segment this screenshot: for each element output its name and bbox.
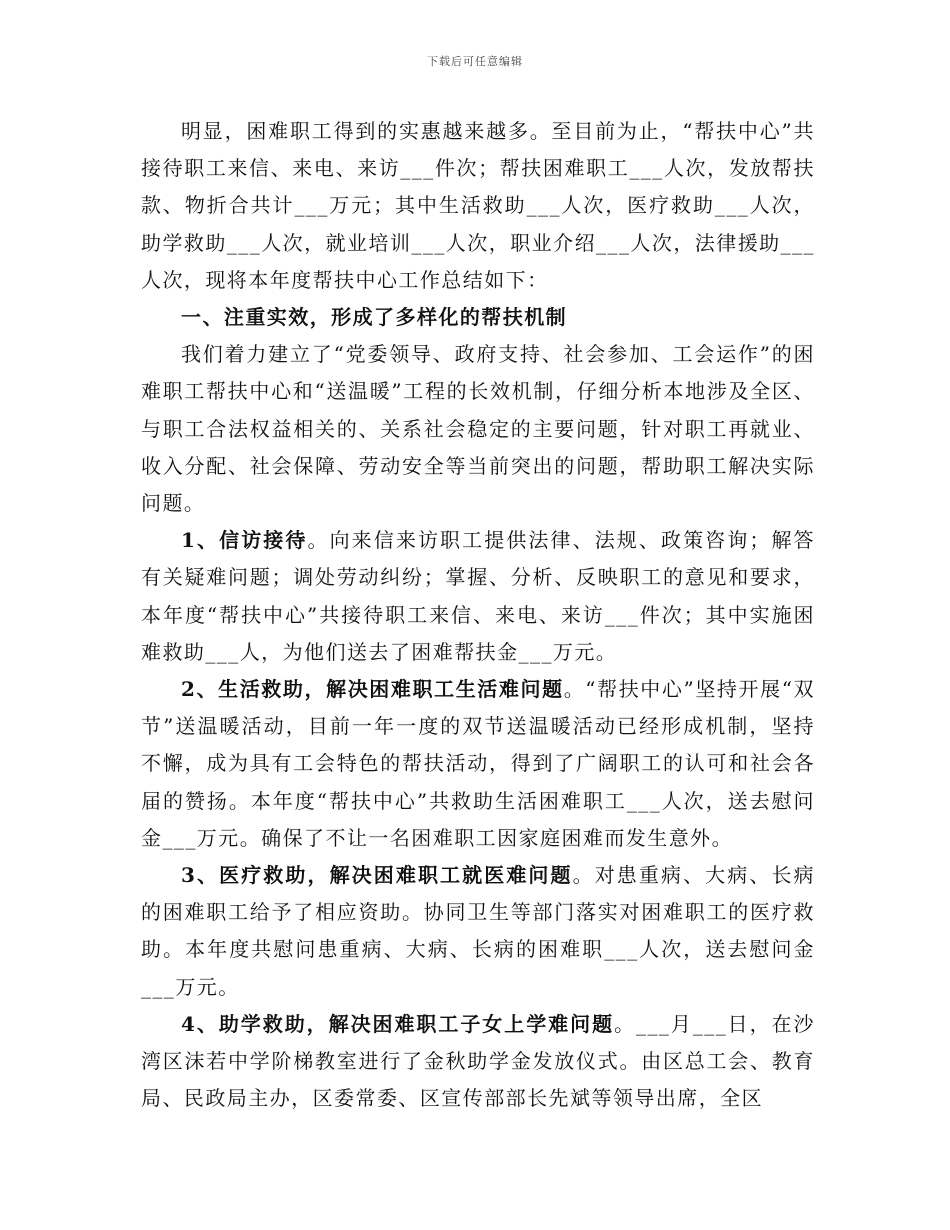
section-heading-1: 一、注重实效，形成了多样化的帮扶机制: [181, 305, 568, 330]
item-body-living-aid: 。“帮扶中心”坚持开展“双节”送温暖活动，目前一年一度的双节送温暖活动已经形成机制，坚持不懈，成为具有工会特色的帮扶活动，得到了广阔职工的认可和社会各届的赞扬。本年度“帮扶中心”共救助生活困难职工___人次，送去慰问金___万元。确保了不让一名困难职工因家庭困难而发生意外。: [141, 677, 815, 850]
item-title-living-aid: 2、生活救助，解决困难职工生活难问题: [181, 677, 564, 702]
item-body-petition: 。向来信来访职工提供法律、法规、政策咨询；解答有关疑难问题；调处劳动纠纷；掌握、分析、反映职工的意见和要求，本年度“帮扶中心”共接待职工来信、来电、来访___件次；其中实施困难救助___人，为他们送去了困难帮扶金___万元。: [141, 528, 815, 664]
page-header: 下载后可任意编辑: [427, 55, 523, 68]
item-title-education-aid: 4、助学救助，解决困难职工子女上学难问题: [181, 1011, 615, 1036]
paragraph-mechanism: 我们着力建立了“党委领导、政府支持、社会参加、工会运作”的困难职工帮扶中心和“送温暖”工程的长效机制，仔细分析本地涉及全区、与职工合法权益相关的、关系社会稳定的主要问题，针对职工再就业、收入分配、社会保障、劳动安全等当前突出的问题，帮助职工解决实际问题。: [141, 342, 815, 516]
paragraph-petition: [141, 522, 815, 671]
paragraph-intro: 明显，困难职工得到的实惠越来越多。至目前为止，“帮扶中心”共接待职工来信、来电、来访___件次；帮扶困难职工___人次，发放帮扶款、物折合共计___万元；其中生活救助___人次，医疗救助___人次，助学救助___人次，就业培训___人次，职业介绍___人次，法律援助___人次，现将本年度帮扶中心工作总结如下：: [141, 119, 815, 292]
paragraph-medical-aid: [141, 857, 815, 1006]
item-body-medical-aid: 。对患重病、大病、长病的困难职工给予了相应资助。协同卫生等部门落实对困难职工的医疗救助。本年度共慰问患重病、大病、长病的困难职___人次，送去慰问金___万元。: [141, 863, 815, 999]
item-title-medical-aid: 3、医疗救助，解决困难职工就医难问题: [181, 863, 573, 888]
paragraph-education-aid: [141, 1006, 815, 1118]
paragraph-living-aid: [141, 671, 815, 857]
document-body: [141, 113, 815, 1117]
item-body-education-aid: 。___月___日，在沙湾区沫若中学阶梯教室进行了金秋助学金发放仪式。由区总工会、教育局、民政局主办，区委常委、区宣传部部长先斌等领导出席，全区: [141, 1011, 815, 1111]
item-title-petition: 1、信访接待: [181, 528, 308, 553]
